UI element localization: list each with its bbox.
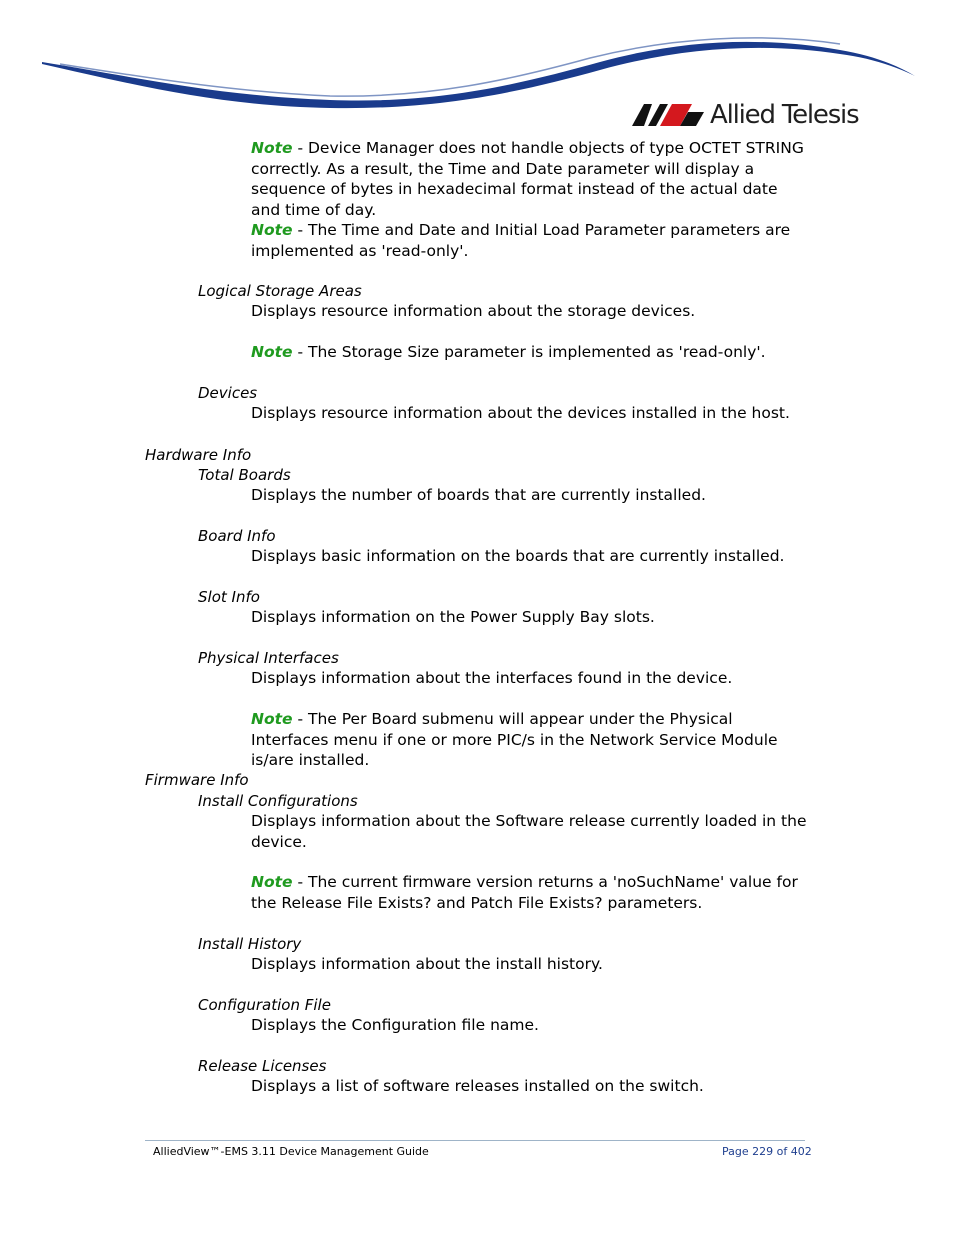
devices-desc: Displays resource information about the devices installed in the host. [251, 404, 790, 422]
logo-text: Allied Telesis [710, 100, 859, 130]
note-text: - The Storage Size parameter is implemented as 'read-only'. [292, 343, 766, 361]
install-history-heading: Install History [198, 935, 302, 953]
note-text: - Device Manager does not handle objects of type OCTET STRING correctly. As a result, the Time and Date parameter will display a sequence of bytes in hexadecimal format instead of the actual date and time of day. [251, 139, 804, 219]
total-boards-heading: Total Boards [198, 466, 291, 484]
board-info-desc: Displays basic information on the boards that are currently installed. [251, 547, 785, 565]
allied-telesis-logo [630, 100, 858, 130]
footer-divider [145, 1140, 805, 1141]
board-info-heading: Board Info [198, 527, 276, 545]
note-text: - The current firmware version returns a 'noSuchName' value for the Release File Exists? and Patch File Exists? parameters. [251, 873, 798, 912]
slot-info-heading: Slot Info [198, 588, 260, 606]
logical-storage-heading: Logical Storage Areas [198, 282, 362, 300]
install-configurations-note [251, 872, 811, 913]
firmware-info-heading: Firmware Info [145, 771, 249, 789]
physical-interfaces-desc: Displays information about the interfaces found in the device. [251, 669, 733, 687]
note-label: Note [251, 221, 293, 239]
note-read-only-time [251, 220, 811, 261]
install-configurations-heading: Install Configurations [198, 792, 358, 810]
page-number: Page 229 of 402 [722, 1145, 812, 1158]
physical-interfaces-note [251, 709, 811, 771]
note-text: - The Time and Date and Initial Load Parameter parameters are implemented as 'read-only'. [251, 221, 791, 260]
note-label: Note [251, 343, 293, 361]
total-boards-desc: Displays the number of boards that are currently installed. [251, 486, 706, 504]
note-octet-string [251, 138, 811, 220]
physical-interfaces-heading: Physical Interfaces [198, 649, 339, 667]
note-label: Note [251, 873, 293, 891]
configuration-file-heading: Configuration File [198, 996, 331, 1014]
slot-info-desc: Displays information on the Power Supply Bay slots. [251, 608, 655, 626]
hardware-info-heading: Hardware Info [145, 446, 252, 464]
footer-title: AlliedView™-EMS 3.11 Device Management Guide [153, 1145, 429, 1158]
logo-mark-icon [630, 100, 706, 130]
release-licenses-desc: Displays a list of software releases installed on the switch. [251, 1077, 704, 1095]
logical-storage-desc: Displays resource information about the storage devices. [251, 302, 696, 320]
note-label: Note [251, 710, 293, 728]
configuration-file-desc: Displays the Configuration file name. [251, 1016, 539, 1034]
logical-storage-note [251, 342, 811, 363]
devices-heading: Devices [198, 384, 258, 402]
note-label: Note [251, 139, 293, 157]
release-licenses-heading: Release Licenses [198, 1057, 327, 1075]
note-text: - The Per Board submenu will appear under the Physical Interfaces menu if one or more PIC/s in the Network Service Module is/are installed. [251, 710, 778, 769]
install-history-desc: Displays information about the install history. [251, 955, 603, 973]
install-configurations-desc: Displays information about the Software release currently loaded in the device. [251, 812, 807, 851]
